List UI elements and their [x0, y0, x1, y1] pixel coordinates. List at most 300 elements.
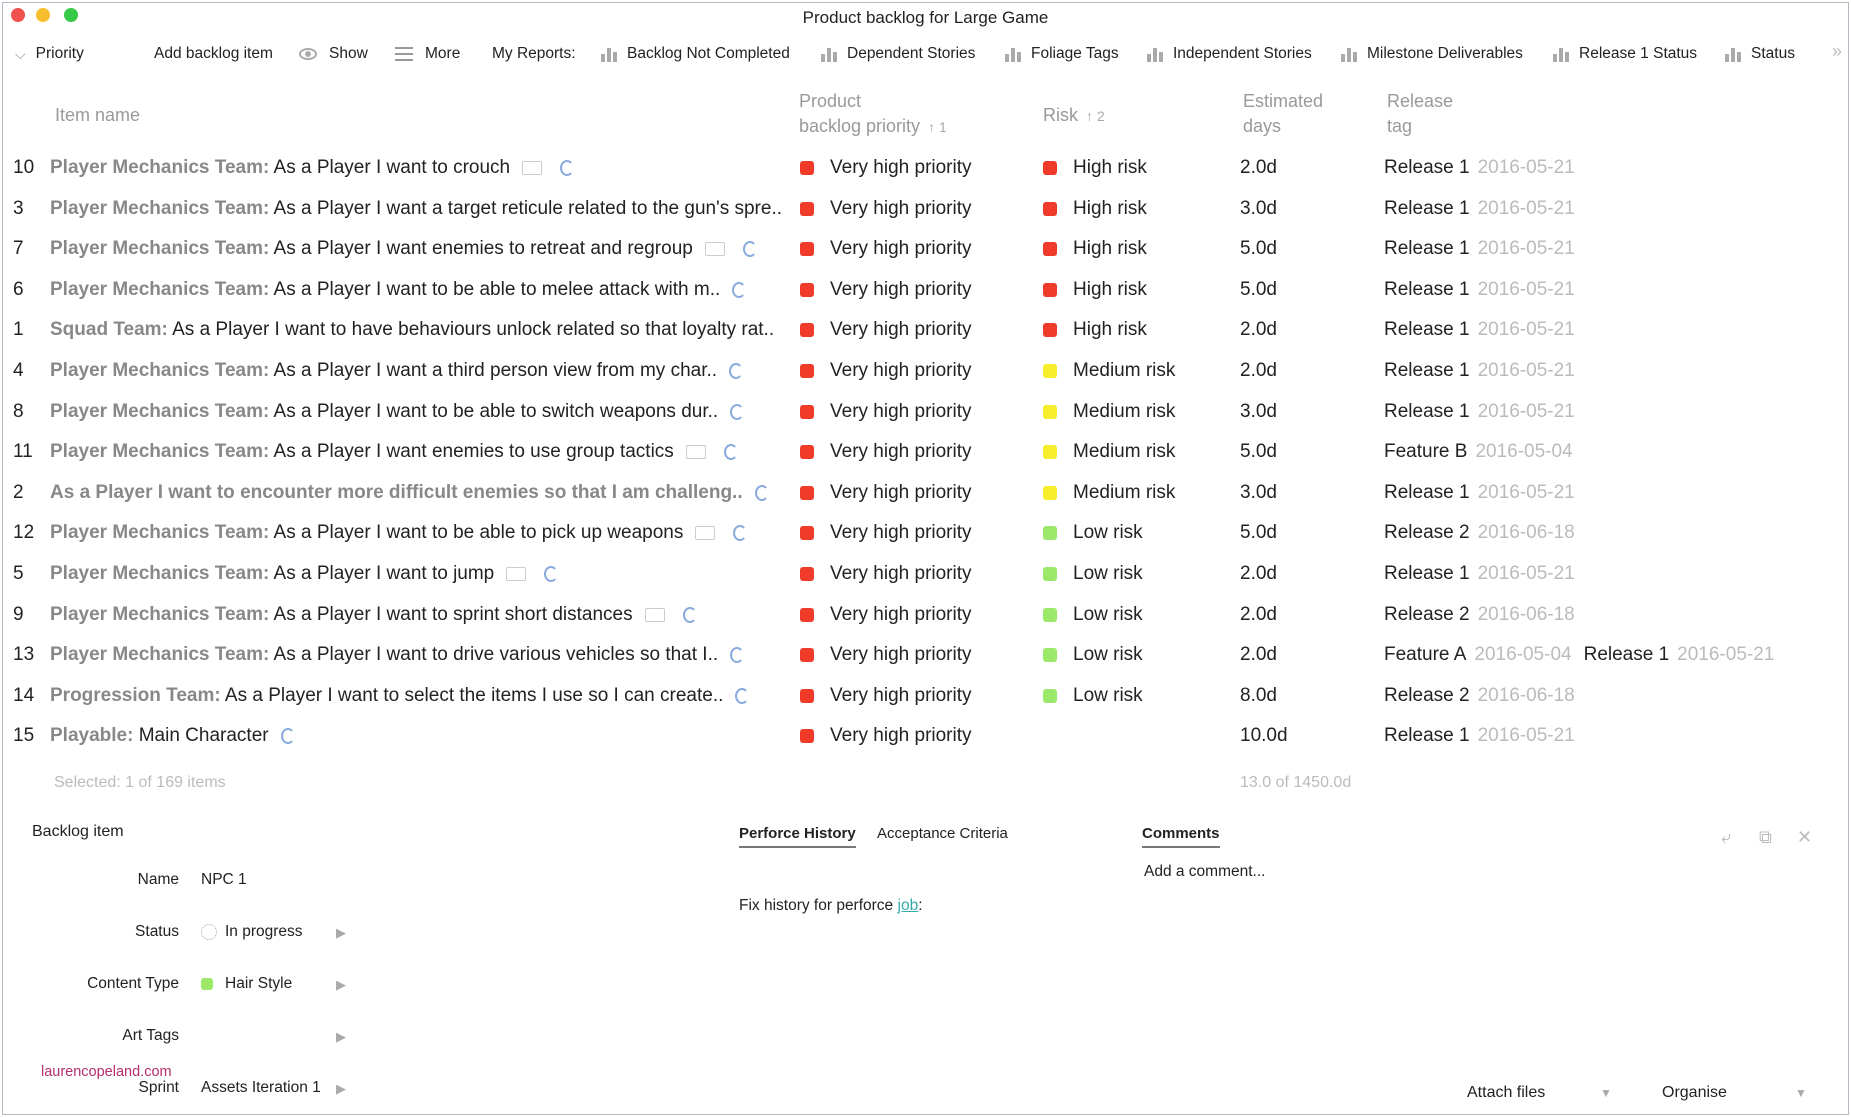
- estimate-cell[interactable]: 3.0d: [1240, 400, 1277, 422]
- toolbar: [3, 41, 1848, 71]
- priority-color-icon: [800, 161, 814, 175]
- priority-color-icon: [800, 405, 814, 419]
- sort-indicator-priority: ↑ 1: [928, 119, 947, 135]
- attach-files-dropdown-icon[interactable]: ▼: [1600, 1086, 1612, 1100]
- column-header-estimated-days[interactable]: [1243, 89, 1323, 139]
- priority-cell[interactable]: [800, 279, 1010, 301]
- rel-header-line1: Release: [1387, 91, 1454, 111]
- item-team: Player Mechanics Team:: [50, 278, 270, 300]
- priority-color-icon: [800, 364, 814, 378]
- release-date: 2016-05-21: [1477, 238, 1575, 260]
- risk-color-icon: [1043, 323, 1057, 337]
- release-date: 2016-05-21: [1477, 725, 1575, 747]
- release-tag-cell[interactable]: [1384, 279, 1844, 301]
- item-name-cell[interactable]: [50, 522, 790, 544]
- bar-chart-icon: [1341, 46, 1357, 62]
- priority-text: Very high priority: [830, 278, 972, 300]
- priority-cell[interactable]: [800, 401, 1010, 423]
- risk-text: Medium risk: [1073, 400, 1176, 422]
- perforce-job-link[interactable]: job: [897, 897, 919, 914]
- release-tag-cell[interactable]: [1384, 563, 1844, 585]
- estimate-cell[interactable]: 2.0d: [1240, 644, 1277, 666]
- risk-text: Low risk: [1073, 563, 1143, 584]
- tab-comments[interactable]: Comments: [1142, 825, 1220, 848]
- risk-color-icon: [1043, 445, 1057, 459]
- priority-cell[interactable]: [800, 685, 1010, 707]
- priority-cell[interactable]: [800, 522, 1010, 544]
- comment-icon[interactable]: [506, 567, 526, 581]
- close-panel-icon[interactable]: ✕: [1797, 827, 1813, 847]
- risk-cell[interactable]: [1043, 522, 1223, 544]
- sprint-field-value[interactable]: Assets Iteration 1: [201, 1079, 321, 1096]
- perforce-history-label: Fix history for perforce: [739, 897, 898, 914]
- watermark: laurencopeland.com: [41, 1064, 172, 1080]
- estimate-cell[interactable]: 2.0d: [1240, 157, 1277, 178]
- art-tags-expand-arrow-icon[interactable]: ▶: [336, 1029, 346, 1044]
- item-text: As a Player I want enemies to retreat and regroup: [269, 238, 693, 260]
- risk-color-icon: [1043, 283, 1057, 297]
- priority-cell[interactable]: [800, 482, 1010, 504]
- item-name-cell[interactable]: [50, 198, 790, 220]
- sort-indicator-risk: ↑ 2: [1086, 108, 1105, 124]
- row-number: 6: [13, 278, 24, 300]
- row-icons: [281, 728, 295, 744]
- priority-label: Priority: [35, 45, 84, 62]
- item-text: As a Player I want to be able to switch weapons dur..: [269, 400, 719, 422]
- pop-out-icon[interactable]: ⧉: [1759, 827, 1772, 847]
- risk-color-icon: [1043, 364, 1057, 378]
- perforce-history-suffix: :: [918, 897, 923, 914]
- row-number: 2: [13, 481, 24, 503]
- release-tag-cell[interactable]: [1384, 644, 1844, 666]
- item-name-cell[interactable]: [50, 401, 790, 423]
- table-row[interactable]: [3, 596, 1833, 636]
- comment-icon[interactable]: [705, 242, 725, 256]
- item-name-cell[interactable]: [50, 725, 790, 747]
- bar-chart-icon: [1005, 46, 1021, 62]
- release-tag-cell[interactable]: [1384, 360, 1844, 382]
- comment-icon[interactable]: [686, 445, 706, 459]
- report-button-4[interactable]: [1341, 45, 1523, 63]
- risk-cell[interactable]: [1043, 604, 1223, 626]
- row-icons: [732, 282, 746, 298]
- release-date: 2016-05-21: [1477, 157, 1575, 178]
- release-tag: Release 1: [1384, 563, 1470, 584]
- table-row[interactable]: [3, 311, 1833, 351]
- risk-cell[interactable]: [1043, 563, 1223, 585]
- risk-color-icon: [1043, 161, 1057, 175]
- sync-icon[interactable]: [755, 485, 769, 501]
- attach-files-button[interactable]: Attach files: [1467, 1084, 1546, 1101]
- show-button[interactable]: [299, 45, 368, 63]
- row-icons: [735, 688, 749, 704]
- art-tags-field-label: Art Tags: [122, 1027, 179, 1044]
- release-tag: Release 1: [1384, 157, 1470, 178]
- item-text: Main Character: [133, 725, 269, 747]
- row-number: 1: [13, 319, 24, 341]
- row-number: 9: [13, 603, 24, 625]
- risk-cell[interactable]: [1043, 198, 1223, 220]
- item-text: As a Player I want to sprint short distances: [269, 603, 633, 625]
- release-tag-cell[interactable]: [1384, 157, 1844, 179]
- table-row[interactable]: [3, 352, 1833, 392]
- item-text: As a Player I want to drive various vehicles so that I..: [269, 644, 719, 666]
- priority-text: Very high priority: [830, 400, 972, 422]
- row-number: 13: [13, 644, 35, 666]
- item-team: Player Mechanics Team:: [50, 644, 270, 666]
- release-tag: Release 1: [1384, 319, 1470, 341]
- release-tag: Release 1: [1384, 197, 1470, 219]
- column-header-item-name[interactable]: Item name: [55, 105, 141, 125]
- risk-color-icon: [1043, 242, 1057, 256]
- priority-text: Very high priority: [830, 481, 972, 503]
- risk-color-icon: [1043, 486, 1057, 500]
- row-icons: [645, 607, 697, 623]
- priority-text: Very high priority: [830, 725, 972, 747]
- comment-icon[interactable]: [522, 161, 542, 175]
- sync-icon[interactable]: [724, 444, 738, 460]
- release-date: 2016-06-18: [1477, 603, 1575, 625]
- estimate-cell[interactable]: 3.0d: [1240, 481, 1277, 503]
- risk-cell[interactable]: [1043, 401, 1223, 423]
- release-date: 2016-05-21: [1677, 644, 1775, 666]
- column-header-priority[interactable]: [799, 89, 947, 140]
- release-date: 2016-06-18: [1477, 684, 1575, 706]
- priority-text: Very high priority: [830, 603, 972, 625]
- risk-text: High risk: [1073, 157, 1147, 178]
- table-row[interactable]: [3, 190, 1833, 230]
- estimate-cell[interactable]: 5.0d: [1240, 441, 1277, 463]
- row-number: 8: [13, 400, 24, 422]
- priority-cell[interactable]: [800, 157, 1010, 179]
- release-date: 2016-05-21: [1477, 319, 1575, 341]
- sync-icon[interactable]: [735, 688, 749, 704]
- item-name-cell[interactable]: [50, 441, 790, 463]
- priority-cell[interactable]: [800, 563, 1010, 585]
- item-name-cell[interactable]: [50, 279, 790, 301]
- priority-color-icon: [800, 567, 814, 581]
- more-label: More: [425, 45, 461, 62]
- estimate-cell[interactable]: 2.0d: [1240, 360, 1277, 381]
- content-type-expand-arrow-icon[interactable]: ▶: [336, 977, 346, 992]
- eye-icon: [299, 48, 317, 60]
- sync-icon[interactable]: [733, 525, 747, 541]
- row-number: 5: [13, 563, 24, 584]
- priority-color-icon: [800, 608, 814, 622]
- table-row[interactable]: [3, 514, 1833, 554]
- release-tag-cell[interactable]: [1384, 725, 1844, 747]
- risk-text: Low risk: [1073, 603, 1143, 625]
- row-number: 4: [13, 360, 24, 381]
- app-window: [2, 2, 1849, 1115]
- add-backlog-item-button[interactable]: [154, 45, 273, 63]
- table-row[interactable]: [3, 393, 1833, 433]
- priority-cell[interactable]: [800, 644, 1010, 666]
- release-date: 2016-05-21: [1477, 360, 1575, 381]
- tab-acceptance-criteria[interactable]: Acceptance Criteria: [877, 825, 1008, 842]
- bar-chart-icon: [601, 46, 617, 62]
- release-tag: Release 1: [1384, 400, 1470, 422]
- release-tag: Release 1: [1384, 725, 1470, 747]
- item-team: Player Mechanics Team:: [50, 400, 270, 422]
- title-bar: [3, 3, 1848, 31]
- comment-icon[interactable]: [695, 526, 715, 540]
- estimate-cell[interactable]: 3.0d: [1240, 197, 1277, 219]
- row-number: 11: [13, 441, 33, 463]
- item-name-cell[interactable]: [50, 238, 790, 260]
- priority-cell[interactable]: [800, 319, 1010, 341]
- row-icons: [506, 566, 558, 582]
- table-row[interactable]: [3, 230, 1833, 270]
- risk-text: Low risk: [1073, 644, 1143, 666]
- release-date: 2016-06-18: [1477, 522, 1575, 544]
- priority-cell[interactable]: [800, 725, 1010, 747]
- row-number: 14: [13, 684, 35, 706]
- estimate-cell[interactable]: 2.0d: [1240, 603, 1277, 625]
- sync-icon[interactable]: [730, 404, 744, 420]
- item-name-cell[interactable]: [50, 644, 790, 666]
- item-team: Player Mechanics Team:: [50, 238, 270, 260]
- sprint-expand-arrow-icon[interactable]: ▶: [336, 1081, 346, 1096]
- bar-chart-icon: [1147, 46, 1163, 62]
- release-tag-cell[interactable]: [1384, 685, 1844, 707]
- priority-cell[interactable]: [800, 238, 1010, 260]
- priority-color-icon: [800, 323, 814, 337]
- risk-cell[interactable]: [1043, 441, 1223, 463]
- release-tag-cell[interactable]: [1384, 198, 1844, 220]
- risk-color-icon: [1043, 689, 1057, 703]
- report-button-2[interactable]: [1005, 45, 1119, 63]
- table-row[interactable]: [3, 636, 1833, 676]
- risk-color-icon: [1043, 567, 1057, 581]
- table-row[interactable]: [3, 433, 1833, 473]
- report-button-6[interactable]: [1725, 45, 1795, 63]
- release-tag-cell[interactable]: [1384, 401, 1844, 423]
- release-tag: Release 1: [1384, 481, 1470, 503]
- estimate-cell[interactable]: 10.0d: [1240, 725, 1288, 747]
- sync-icon[interactable]: [729, 363, 743, 379]
- item-name-cell[interactable]: [50, 360, 790, 382]
- dock-panel-icon[interactable]: ⤶: [1721, 827, 1732, 847]
- table-row[interactable]: [3, 677, 1833, 717]
- item-name-cell[interactable]: [50, 157, 790, 179]
- report-label: Milestone Deliverables: [1367, 45, 1523, 62]
- estimate-cell[interactable]: 2.0d: [1240, 319, 1277, 341]
- table-row[interactable]: [3, 271, 1833, 311]
- row-number: 3: [13, 197, 24, 219]
- release-tag-cell[interactable]: [1384, 482, 1844, 504]
- sync-icon[interactable]: [281, 728, 295, 744]
- more-button[interactable]: [395, 45, 460, 63]
- sync-icon[interactable]: [683, 607, 697, 623]
- sync-icon[interactable]: [560, 160, 574, 176]
- priority-header-line2: backlog priority: [799, 116, 921, 136]
- row-number: 10: [13, 157, 35, 178]
- item-team: As a Player I want to encounter more difficult enemies so that I am challeng..: [50, 481, 743, 503]
- status-expand-arrow-icon[interactable]: ▶: [336, 925, 346, 940]
- row-number: 12: [13, 522, 35, 544]
- risk-cell[interactable]: [1043, 279, 1223, 301]
- release-tag: Feature A: [1384, 644, 1467, 666]
- risk-text: Medium risk: [1073, 481, 1176, 503]
- comment-icon[interactable]: [645, 608, 665, 622]
- table-row[interactable]: [3, 474, 1833, 514]
- estimate-cell[interactable]: 5.0d: [1240, 278, 1277, 300]
- name-field-value[interactable]: NPC 1: [201, 871, 247, 888]
- risk-text: Low risk: [1073, 684, 1143, 706]
- priority-text: Very high priority: [830, 522, 972, 544]
- release-tag-cell[interactable]: [1384, 441, 1844, 463]
- report-label: Backlog Not Completed: [627, 45, 790, 62]
- menu-icon: [395, 47, 413, 61]
- priority-dropdown[interactable]: [15, 45, 84, 63]
- priority-text: Very high priority: [830, 441, 972, 463]
- item-text: As a Player I want a target reticule related to the gun's spre..: [269, 197, 782, 219]
- priority-color-icon: [800, 283, 814, 297]
- tab-perforce-history[interactable]: Perforce History: [739, 825, 856, 848]
- risk-text: High risk: [1073, 278, 1147, 300]
- row-icons: [522, 160, 574, 176]
- row-icons: [686, 444, 738, 460]
- release-date: 2016-05-21: [1477, 481, 1575, 503]
- item-text: As a Player I want to be able to pick up weapons: [269, 522, 684, 544]
- priority-cell[interactable]: [800, 198, 1010, 220]
- estimate-cell[interactable]: 8.0d: [1240, 684, 1277, 706]
- risk-cell[interactable]: [1043, 360, 1223, 382]
- estimate-cell[interactable]: 5.0d: [1240, 238, 1277, 260]
- item-text: As a Player I want a third person view from my char..: [269, 360, 718, 381]
- release-tag-cell[interactable]: [1384, 238, 1844, 260]
- status-field-value[interactable]: [201, 923, 303, 941]
- release-date: 2016-05-21: [1477, 197, 1575, 219]
- risk-text: High risk: [1073, 319, 1147, 341]
- organise-dropdown-icon[interactable]: ▼: [1795, 1086, 1807, 1100]
- risk-cell[interactable]: [1043, 644, 1223, 666]
- table-row[interactable]: [3, 555, 1833, 595]
- item-text: As a Player I want to have behaviours unlock related so that loyalty rat..: [167, 319, 775, 341]
- risk-text: Medium risk: [1073, 360, 1176, 381]
- item-team: Playable:: [50, 725, 134, 747]
- risk-cell[interactable]: [1043, 238, 1223, 260]
- report-button-1[interactable]: [821, 45, 975, 63]
- est-header-line2: days: [1243, 116, 1282, 136]
- report-label: Release 1 Status: [1579, 45, 1698, 62]
- priority-color-icon: [800, 729, 814, 743]
- risk-cell[interactable]: [1043, 319, 1223, 341]
- table-row[interactable]: [3, 149, 1833, 189]
- item-name-cell[interactable]: [50, 563, 790, 585]
- release-date: 2016-05-21: [1477, 563, 1575, 584]
- priority-cell[interactable]: [800, 360, 1010, 382]
- release-tag: Release 2: [1384, 522, 1470, 544]
- item-team: Player Mechanics Team:: [50, 197, 270, 219]
- report-label: Status: [1751, 45, 1795, 62]
- column-header-release-tag[interactable]: [1387, 89, 1453, 139]
- priority-text: Very high priority: [830, 563, 972, 584]
- estimate-total: 13.0 of 1450.0d: [1240, 774, 1352, 791]
- window-title: Product backlog for Large Game: [802, 8, 1049, 27]
- bar-chart-icon: [1725, 46, 1741, 62]
- priority-color-icon: [800, 445, 814, 459]
- risk-text: Low risk: [1073, 522, 1143, 544]
- estimate-cell[interactable]: 5.0d: [1240, 522, 1277, 544]
- priority-cell[interactable]: [800, 604, 1010, 626]
- toolbar-overflow-icon[interactable]: »: [1831, 41, 1842, 61]
- priority-cell[interactable]: [800, 441, 1010, 463]
- selection-count: Selected: 1 of 169 items: [54, 774, 226, 791]
- item-text: As a Player I want to select the items I use so I can create..: [220, 684, 724, 706]
- priority-color-icon: [800, 648, 814, 662]
- priority-text: Very high priority: [830, 197, 972, 219]
- priority-color-icon: [800, 242, 814, 256]
- item-name-cell[interactable]: [50, 482, 790, 504]
- estimate-cell[interactable]: 2.0d: [1240, 563, 1277, 584]
- release-tag-cell[interactable]: [1384, 319, 1844, 341]
- perforce-history-text: [739, 897, 923, 915]
- item-team: Player Mechanics Team:: [50, 441, 270, 463]
- my-reports-label: My Reports:: [492, 45, 576, 62]
- row-icons: [729, 363, 743, 379]
- item-team: Squad Team:: [50, 319, 168, 341]
- report-button-5[interactable]: [1553, 45, 1697, 63]
- priority-color-icon: [800, 486, 814, 500]
- report-label: Foliage Tags: [1031, 45, 1119, 62]
- in-progress-status-icon: [201, 924, 217, 940]
- risk-color-icon: [1043, 202, 1057, 216]
- row-icons: [730, 404, 744, 420]
- release-date: 2016-05-21: [1477, 400, 1575, 422]
- item-team: Player Mechanics Team:: [50, 603, 270, 625]
- release-date: 2016-05-04: [1475, 441, 1573, 463]
- row-number: 7: [13, 238, 24, 260]
- name-field-label: Name: [137, 871, 179, 888]
- row-icons: [705, 241, 757, 257]
- release-tag: Release 2: [1384, 603, 1470, 625]
- report-button-3[interactable]: [1147, 45, 1312, 63]
- risk-cell[interactable]: [1043, 685, 1223, 707]
- item-team: Player Mechanics Team:: [50, 563, 270, 584]
- table-row[interactable]: [3, 717, 1833, 757]
- risk-cell[interactable]: [1043, 157, 1223, 179]
- risk-cell[interactable]: [1043, 482, 1223, 504]
- content-type-value-text: Hair Style: [225, 975, 293, 992]
- item-name-cell[interactable]: [50, 319, 790, 341]
- release-tag-cell[interactable]: [1384, 522, 1844, 544]
- add-comment-input[interactable]: Add a comment...: [1144, 863, 1266, 880]
- risk-text: High risk: [1073, 197, 1147, 219]
- priority-text: Very high priority: [830, 360, 972, 381]
- sync-icon[interactable]: [544, 566, 558, 582]
- column-header-risk[interactable]: [1043, 103, 1105, 129]
- report-button-0[interactable]: [601, 45, 790, 63]
- item-name-cell[interactable]: [50, 604, 790, 626]
- item-text: As a Player I want to be able to melee attack with m..: [269, 278, 721, 300]
- item-name-cell[interactable]: [50, 685, 790, 707]
- item-text: As a Player I want to crouch: [269, 157, 511, 178]
- risk-color-icon: [1043, 648, 1057, 662]
- bar-chart-icon: [1553, 46, 1569, 62]
- add-backlog-item-label: Add backlog item: [154, 45, 273, 62]
- organise-button[interactable]: Organise: [1662, 1084, 1727, 1101]
- sync-icon[interactable]: [743, 241, 757, 257]
- sync-icon[interactable]: [732, 282, 746, 298]
- detail-panel-title: Backlog item: [32, 823, 124, 840]
- sync-icon[interactable]: [730, 647, 744, 663]
- release-tag-cell[interactable]: [1384, 604, 1844, 626]
- content-type-field-value[interactable]: [201, 975, 292, 993]
- content-type-field-label: Content Type: [87, 975, 179, 992]
- item-text: As a Player I want to jump: [269, 563, 495, 584]
